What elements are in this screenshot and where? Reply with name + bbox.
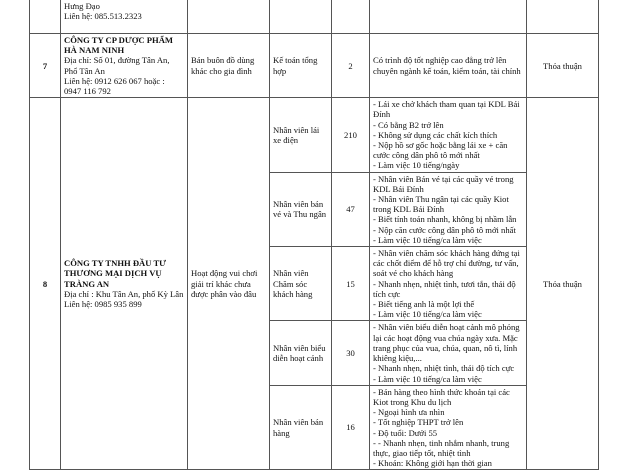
salary-cell: Thỏa thuận [527, 98, 599, 470]
quantity-cell [332, 0, 370, 34]
requirement-line: - Tốt nghiệp THPT trở lên [373, 417, 464, 428]
stt-cell: 8 [30, 98, 61, 470]
salary-cell [527, 0, 599, 34]
requirements-cell: Có trình độ tốt nghiệp cao đẳng trở lên chuyên ngành kế toán, kiểm toán, tài chính [370, 34, 527, 98]
requirement-line: - Nộp hồ sơ gốc hoặc bằng lái xe + căn cước công dân phô tô mới nhất [373, 140, 508, 161]
requirement-line: - Nhân viên Thu ngân tại các quầy Kiot trong KDL Bái Đính [373, 194, 509, 215]
requirement-line: - Biết tính toán nhanh, không bị nhầm lẫn [373, 214, 517, 225]
requirement-line: - Nhanh nhẹn, nhiệt tình, thái độ tích cực [373, 363, 515, 374]
requirement-line: - Bán hàng theo hình thức khoán tại các Kiot trong Khu du lịch [373, 386, 510, 407]
business-cell: Hoạt động vui chơi giải trí khác chưa được phân vào đâu [188, 98, 270, 470]
stt-cell: 7 [30, 34, 61, 98]
business-cell [188, 0, 270, 34]
requirement-line: - - Nhanh nhẹn, tinh nhắm nhanh, trung thực, giao tiếp tốt, nhiệt tình [373, 437, 510, 458]
table-row [30, 98, 599, 172]
company-name: CÔNG TY CP DƯỢC PHẨM HÀ NAM NINH [64, 35, 174, 56]
position-cell [270, 0, 332, 34]
company-info-line: Hưng Đạo [64, 1, 100, 11]
table-row [30, 0, 599, 34]
business-cell: Bán buôn đồ dùng khác cho gia đình [188, 34, 270, 98]
company-info-line: Liên hệ: 0912 626 067 hoặc : 0947 116 792 [64, 75, 165, 97]
requirement-line: - Nhân viên biểu diễn hoạt cảnh mô phỏng lại các hoạt động vua chúa ngày xưa. Mặc trang phục của vua, chúa, quan, nô tì, lính khiêng kiệu,... [373, 322, 520, 364]
position-cell: Nhân viên Chăm sóc khách hàng [270, 247, 332, 321]
quantity-cell: 16 [332, 385, 370, 470]
requirement-line: - Khoán: Không giới hạn thời gian [373, 458, 492, 469]
position-cell: Kế toán tổng hợp [270, 34, 332, 98]
requirements-cell [370, 247, 527, 321]
quantity-cell: 15 [332, 247, 370, 321]
position-cell: Nhân viên bán vé và Thu ngân [270, 172, 332, 246]
quantity-cell: 30 [332, 321, 370, 385]
table-row [30, 34, 599, 98]
requirements-cell [370, 172, 527, 246]
quantity-cell: 210 [332, 98, 370, 172]
position-cell: Nhân viên bán hàng [270, 385, 332, 470]
company-cell [61, 98, 188, 470]
requirement-line: - Không sử dụng các chất kích thích [373, 129, 498, 140]
company-cell [61, 0, 188, 34]
salary-cell: Thỏa thuận [527, 34, 599, 98]
requirement-line: - Lái xe chở khách tham quan tại KDL Bái Đính [373, 99, 520, 120]
requirements-cell [370, 0, 527, 34]
requirement-line: - Nhân viên Bán vé tại các quầy vé trong KDL Bái Đính [373, 173, 514, 194]
requirement-line: - Độ tuổi: Dưới 55 [373, 427, 438, 438]
company-info-line: Địa chỉ: Số 01, đường Tân An, Phổ Tân An [64, 55, 170, 76]
requirements-cell [370, 385, 527, 470]
requirement-line: - Nhanh nhẹn, nhiệt tình, tươi tắn, thái độ tích cực [373, 278, 516, 299]
company-info-line: Liên hệ: 085.513.2323 [64, 11, 142, 22]
requirement-line: - Nhân viên chăm sóc khách hàng đứng tại các chốt điểm để hỗ trợ chỉ đường, tư vấn, soát vé cho khách hàng [373, 248, 520, 279]
requirement-line: - Làm việc 10 tiếng/ca làm việc [373, 234, 482, 245]
requirement-line: - Làm việc 10 tiếng/ca làm việc [373, 309, 482, 320]
quantity-cell: 47 [332, 172, 370, 246]
company-name: CÔNG TY TNHH ĐẦU TƯ THƯƠNG MẠI DỊCH VỤ TRÀNG AN [64, 258, 167, 289]
requirement-line: - Nộp căn cước công dân phô tô mới nhất [373, 224, 516, 235]
company-info-line: Liên hệ: 0985 935 899 [64, 299, 142, 310]
requirement-line: - Có bằng B2 trở lên [373, 119, 444, 130]
company-cell [61, 34, 188, 98]
requirements-cell [370, 321, 527, 385]
position-cell: Nhân viên lái xe điện [270, 98, 332, 172]
company-info-line: Địa chỉ : Khu Tân An, phố Kỳ Lân [64, 288, 184, 299]
position-cell: Nhân viên biểu diễn hoạt cảnh [270, 321, 332, 385]
requirement-line: - Ngoại hình ưa nhìn [373, 407, 445, 418]
requirements-cell [370, 98, 527, 172]
stt-cell [30, 0, 61, 34]
requirement-line: - Làm việc 10 tiếng/ca làm việc [373, 373, 482, 384]
job-listing-table [29, 0, 599, 470]
quantity-cell: 2 [332, 34, 370, 98]
requirement-line: - Làm việc 10 tiếng/ngày [373, 160, 460, 171]
requirement-line: - Biết tiếng anh là một lợi thế [373, 299, 475, 310]
